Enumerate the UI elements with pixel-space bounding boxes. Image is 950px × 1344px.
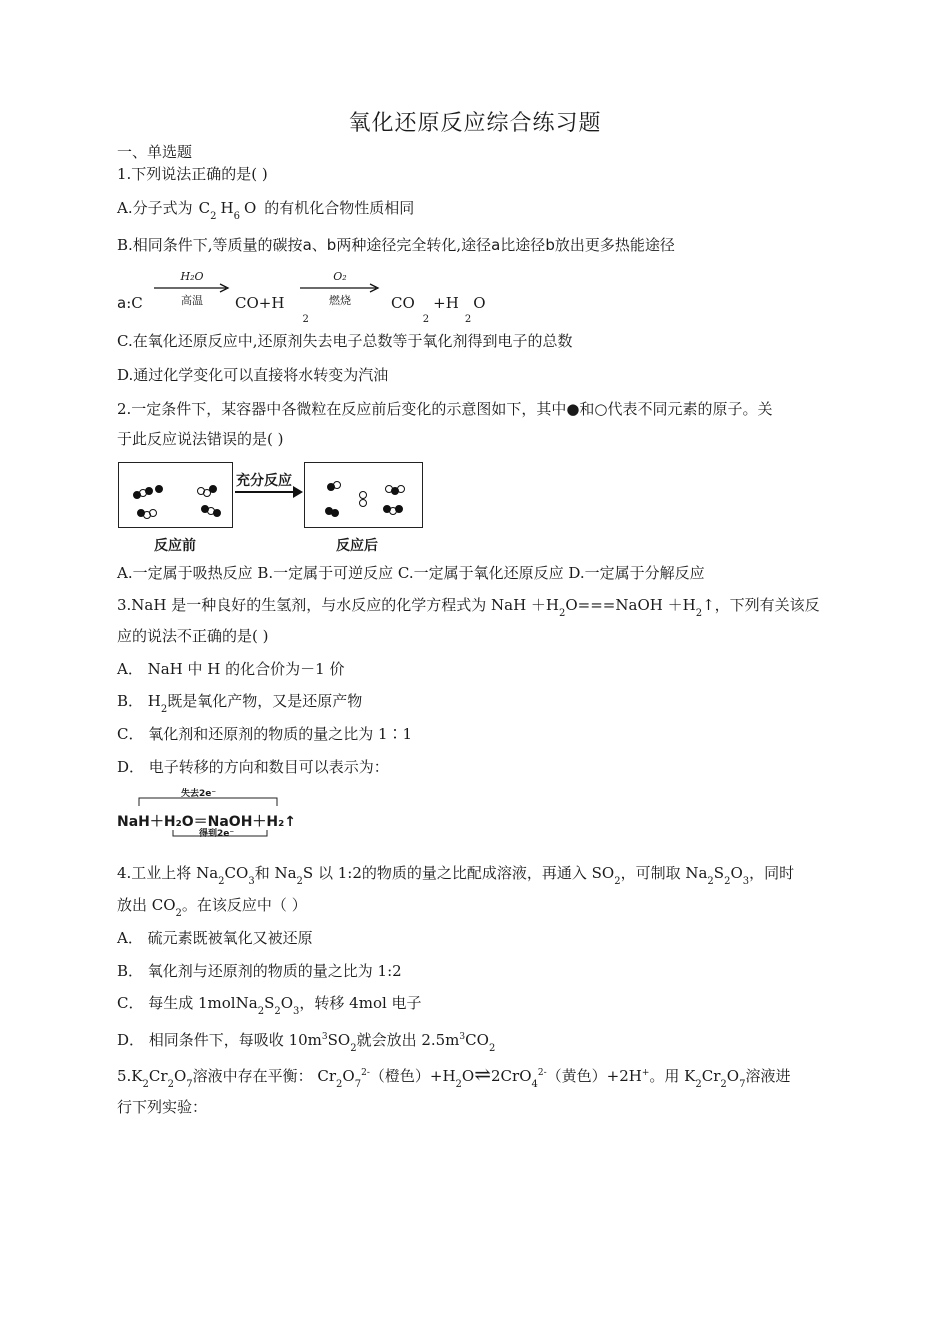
q2-stem-line2: 于此反应说法错误的是( ) bbox=[117, 430, 284, 448]
q3-option-a: A． NaH 中 H 的化合价为－1 价 bbox=[117, 660, 345, 678]
q5-stem-line2: 行下列实验： bbox=[117, 1098, 208, 1116]
q3-stem-line1: 3.NaH 是一种良好的生氢剂，与水反应的化学方程式为 NaH $+H_2O===NaOH$ $+H_2↑$，下列有关该反 bbox=[117, 596, 820, 619]
path-co2-h2o: $CO_2+H_2O$ bbox=[391, 294, 486, 325]
after-label: 反应后 bbox=[336, 538, 378, 554]
before-label: 反应前 bbox=[154, 538, 196, 554]
q4-option-c: C． 每生成 $1molNa_2S_2O_3$，转移 4mol 电子 bbox=[117, 994, 422, 1017]
q3-option-b: B． $H_2$既是氧化产物，又是还原产物 bbox=[117, 692, 363, 715]
q2-options: A.一定属于吸热反应 B.一定属于可逆反应 C.一定属于氧化还原反应 D.一定属于分解反应 bbox=[117, 564, 705, 582]
arrow-burning: O₂ 燃烧 bbox=[298, 270, 382, 304]
page-title: 氧化还原反应综合练习题 bbox=[348, 111, 602, 136]
equilibrium-arrow-icon: ⇌ bbox=[474, 1062, 491, 1086]
q4-stem-line2: 放出 $CO_2$。在该反应中（ ） bbox=[117, 896, 307, 919]
q4-option-d: D． 相同条件下，每吸收 $10m^3SO_2$就会放出 $2.5m^3CO_2$ bbox=[117, 1031, 496, 1054]
q1-reaction-path: a:C bbox=[117, 294, 143, 312]
q1-stem: 1.下列说法正确的是( ) bbox=[117, 165, 268, 183]
q4-option-a: A． 硫元素既被氧化又被还原 bbox=[117, 929, 313, 947]
q5-stem-line1: $5.K_2Cr_2O_7$溶液中存在平衡： $Cr_2O_7^{2-}$（橙色）$+H_2O\rightleftharpoons 2CrO_4^{2-}$（黄色）+2H+。用 $K_2Cr_2O_7$溶液进 bbox=[117, 1062, 791, 1090]
q3-option-d: D． 电子转移的方向和数目可以表示为： bbox=[117, 758, 389, 776]
after-box bbox=[304, 462, 423, 528]
q1-option-c: C.在氧化还原反应中,还原剂失去电子总数等于氧化剂得到电子的总数 bbox=[117, 332, 573, 350]
q4-option-b: B． 氧化剂与还原剂的物质的量之比为 1:2 bbox=[117, 962, 402, 980]
before-box bbox=[118, 462, 233, 528]
q2-stem-line1: 2.一定条件下，某容器中各微粒在反应前后变化的示意图如下，其中●和○代表不同元素的原子。关 bbox=[117, 400, 773, 418]
q1-option-a: A.分子式为 $C_2$ $H_6$ O 的有机化合物性质相同 bbox=[117, 199, 415, 222]
reaction-diagram bbox=[116, 460, 426, 555]
q1-option-d: D.通过化学变化可以直接将水转变为汽油 bbox=[117, 366, 389, 384]
arrow-high-temp: H₂O 高温 bbox=[152, 270, 232, 304]
q3-option-c: C． 氧化剂和还原剂的物质的量之比为 1∶1 bbox=[117, 725, 413, 743]
q1-option-b: B.相同条件下,等质量的碳按a、b两种途径完全转化,途径a比途径b放出更多热能途径 bbox=[117, 236, 675, 254]
arrow-label: 充分反应 bbox=[236, 473, 292, 489]
q4-stem-line1: 4.工业上将 $Na_2CO_3$和 $Na_2S$ 以 1:2的物质的量之比配成溶液，再通入 $SO_2$，可制取 $Na_2S_2O_3$，同时 bbox=[117, 864, 795, 887]
path-co-h2: $CO+H_2$ bbox=[235, 294, 309, 325]
electron-transfer-equation: 失去2e⁻ NaH＋H₂O＝NaOH＋H₂↑ 得到2e⁻ bbox=[117, 786, 317, 838]
section-heading: 一、单选题 bbox=[117, 143, 193, 161]
q3-stem-line2: 应的说法不正确的是( ) bbox=[117, 627, 269, 645]
